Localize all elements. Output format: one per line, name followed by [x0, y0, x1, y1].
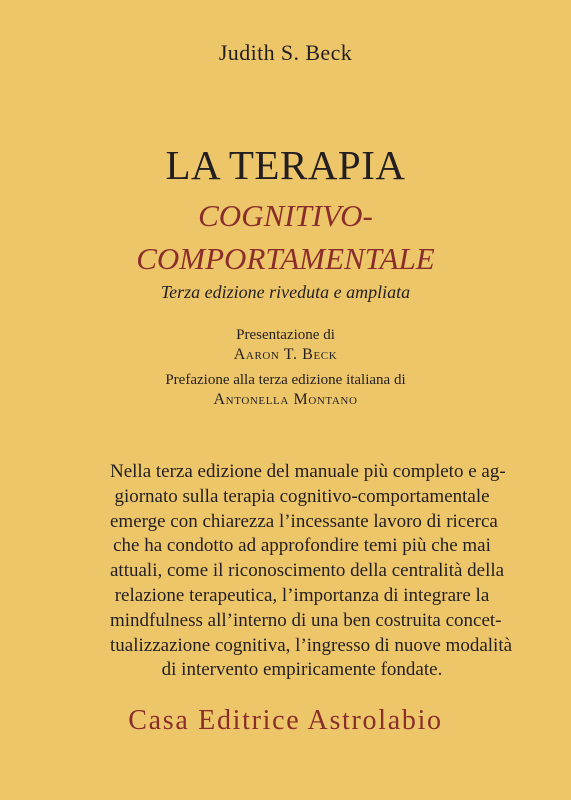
presentation-label: Presentazione di [236, 327, 335, 343]
preface-label: Prefazione alla terza edizione italiana di [165, 372, 406, 388]
author-name: Judith S. Beck [218, 40, 353, 65]
edition-note: Terza edizione riveduta e ampliata [160, 282, 411, 302]
subtitle-line: COGNITIVO- [198, 198, 373, 233]
book-title: LA TERAPIA [165, 142, 406, 188]
presentation-credit [0, 325, 571, 365]
blurb-line: mindfulness all’interno di una ben costruita concet- [110, 609, 502, 631]
blurb-line: che ha condotto ad approfondire temi più che mai [113, 535, 491, 557]
blurb-line: emerge con chiarezza l’incessante lavoro di ricerca [110, 510, 498, 532]
publisher-name: Casa Editrice Astrolabio [128, 705, 443, 736]
preface-credit [0, 370, 571, 410]
blurb-line: attuali, come il riconoscimento della centralità della [110, 560, 505, 582]
book-subtitle [0, 194, 571, 280]
blurb-line: tualizzazione cognitiva, l’ingresso di nuove modalità [110, 634, 513, 656]
subtitle-line: COMPORTAMENTALE [136, 241, 435, 276]
preface-name: Antonella Montano [213, 391, 358, 408]
presentation-name: Aaron T. Beck [233, 346, 338, 363]
cover-blurb [110, 460, 513, 683]
blurb-line: di intervento empiricamente fondate. [161, 659, 443, 681]
blurb-line: giornato sulla terapia cognitivo-comportamentale [114, 485, 490, 507]
blurb-line: Nella terza edizione del manuale più completo e ag- [110, 461, 506, 482]
blurb-line: relazione terapeutica, l’importanza di integrare la [114, 584, 490, 606]
